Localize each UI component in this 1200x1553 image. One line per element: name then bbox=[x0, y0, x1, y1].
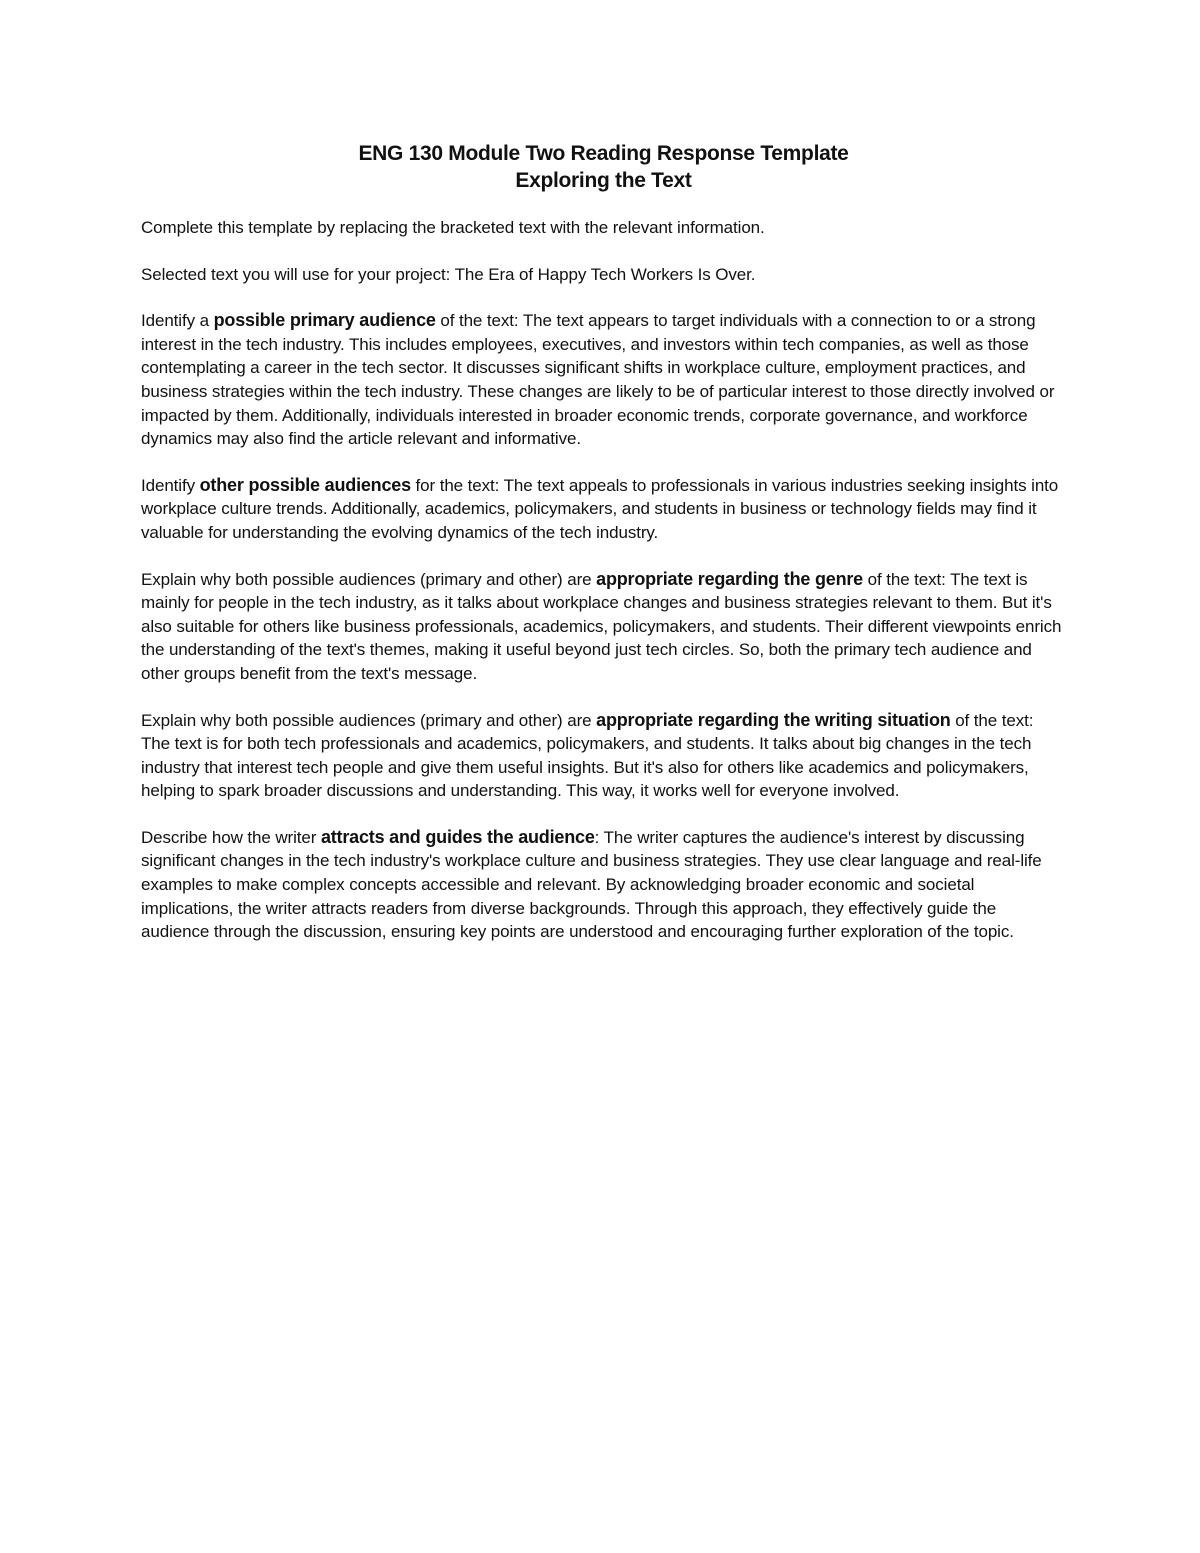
primary-audience-answer: The text appears to target individuals with a connection to or a strong interest in the tech industry. This includes employees, executives, and investors within tech companies, as well as those contemplating a career in the tech sector. It discusses significant shifts in workplace culture, employment practices, and business strategies within the tech industry. These changes are likely to be of particular interest to those directly involved or impacted by them. Additionally, individuals interested in broader economic trends, corporate governance, and workforce dynamics may also find the article relevant and informative. bbox=[141, 311, 1055, 449]
selected-text-paragraph bbox=[141, 263, 1066, 287]
genre-prompt-before: Explain why both possible audiences (primary and other) are bbox=[141, 569, 597, 589]
primary-audience-emphasis: possible primary audience bbox=[213, 310, 436, 331]
genre-emphasis: appropriate regarding the genre bbox=[596, 568, 863, 589]
other-audiences-prompt-after: for the text: bbox=[410, 475, 504, 495]
writing-situation-prompt-after: of the text: bbox=[950, 710, 1034, 730]
selected-text-answer: The Era of Happy Tech Workers Is Over. bbox=[454, 264, 756, 284]
other-audiences-paragraph bbox=[141, 474, 1066, 545]
attracts-guides-prompt-before: Describe how the writer bbox=[141, 827, 321, 847]
other-audiences-prompt-before: Identify bbox=[141, 475, 200, 495]
page-title: ENG 130 Module Two Reading Response Template bbox=[358, 142, 849, 165]
attracts-guides-answer: The writer captures the audience's interest by discussing significant changes in the tech industry's workplace culture and business strategies. They use clear language and real-life examples to make complex concepts accessible and relevant. By acknowledging broader economic and societal implications, the writer attracts readers from diverse backgrounds. Through this approach, they effectively guide the audience through the discussion, ensuring key points are understood and encouraging further exploration of the topic. bbox=[141, 827, 1042, 942]
attracts-guides-emphasis: attracts and guides the audience bbox=[320, 826, 595, 847]
document-body bbox=[141, 140, 1066, 967]
writing-situation-paragraph bbox=[141, 709, 1066, 803]
other-audiences-emphasis: other possible audiences bbox=[199, 474, 411, 495]
writing-situation-prompt-before: Explain why both possible audiences (primary and other) are bbox=[141, 710, 597, 730]
selected-text-prompt: Selected text you will use for your project: bbox=[141, 264, 455, 284]
genre-answer: The text is mainly for people in the tech industry, as it talks about workplace changes and business strategies relevant to them. But it's also suitable for others like business professionals, academics, policymakers, and students. Their different viewpoints enrich the understanding of the text's themes, making it useful beyond just tech circles. So, both the primary tech audience and other groups benefit from the text's message. bbox=[141, 569, 1062, 683]
attracts-guides-prompt-after: : bbox=[594, 827, 604, 847]
page-subtitle: Exploring the Text bbox=[515, 169, 692, 192]
primary-audience-prompt-before: Identify a bbox=[141, 311, 214, 331]
genre-paragraph bbox=[141, 568, 1066, 686]
writing-situation-emphasis: appropriate regarding the writing situation bbox=[596, 709, 951, 730]
instructions-paragraph: Complete this template by replacing the bracketed text with the relevant information. bbox=[141, 218, 765, 237]
attracts-guides-paragraph bbox=[141, 826, 1066, 944]
other-audiences-answer: The text appeals to professionals in various industries seeking insights into workplace culture trends. Additionally, academics, policymakers, and students in business or technology fields may find it valuable for understanding the evolving dynamics of the tech industry. bbox=[141, 475, 1059, 542]
title-block bbox=[141, 140, 1066, 194]
primary-audience-prompt-after: of the text: bbox=[435, 311, 523, 331]
genre-prompt-after: of the text: bbox=[863, 569, 951, 589]
primary-audience-paragraph bbox=[141, 309, 1066, 451]
writing-situation-answer: The text is for both tech professionals and academics, policymakers, and students. It talks about big changes in the tech industry that interest tech people and give them useful insights. But it's also for others like academics and policymakers, helping to spark broader discussions and understanding. This way, it works well for everyone involved. bbox=[141, 734, 1032, 801]
